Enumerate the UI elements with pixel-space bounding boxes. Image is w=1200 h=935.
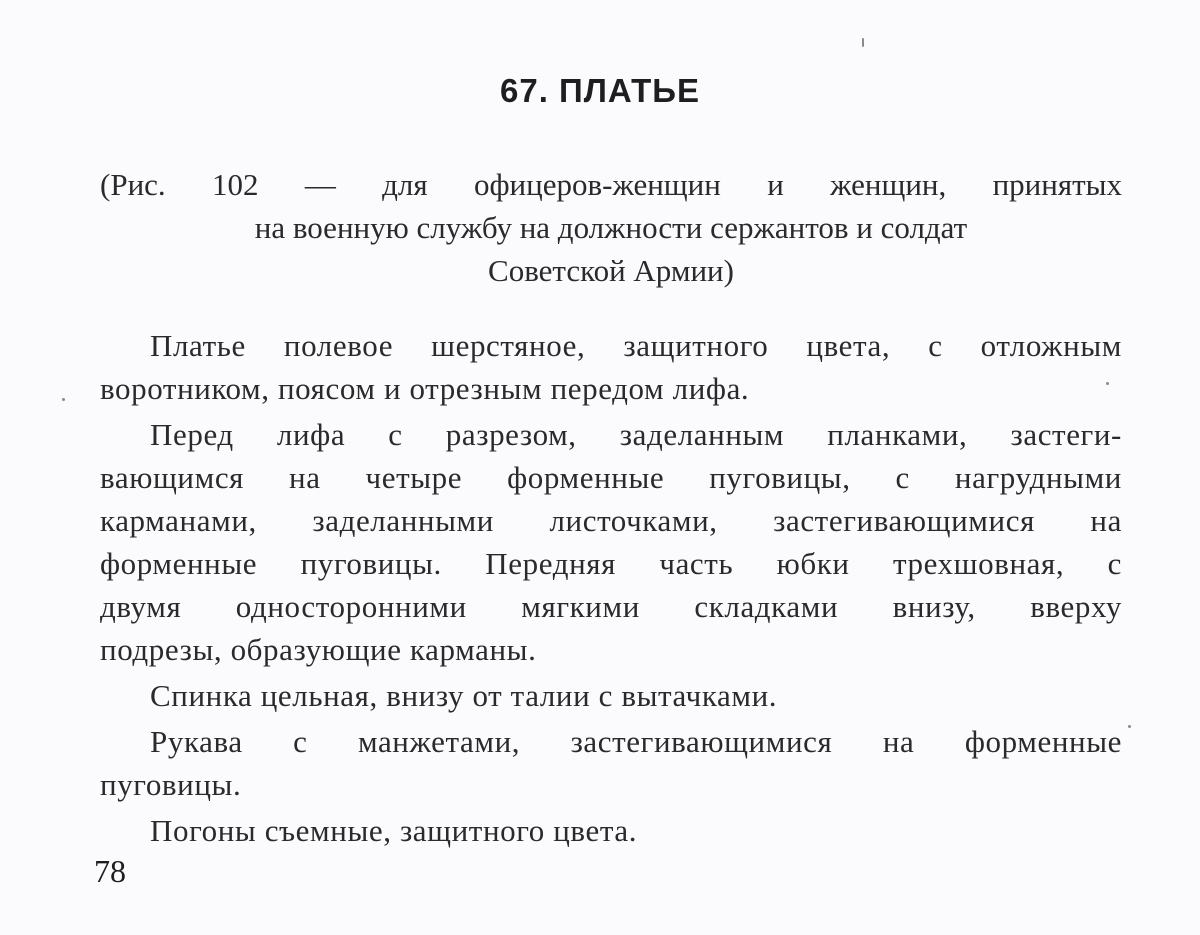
body-text (100, 324, 1122, 852)
paragraph-line: двумя односторонними мягкими складками внизу, вверху (100, 589, 1122, 624)
paragraph-line: карманами, заделанными листочками, застегивающимися на (100, 503, 1122, 538)
paragraph-line: воротником, поясом и отрезным передом лифа. (100, 371, 750, 406)
subtitle-line: Советской Армии) (488, 253, 734, 288)
scan-speck (62, 398, 65, 401)
paragraph-line: Платье полевое шерстяное, защитного цвета, с отложным (150, 328, 1122, 363)
page-number: 78 (94, 853, 126, 889)
figure-reference-note (100, 163, 1122, 292)
scan-speck (1106, 382, 1109, 385)
paragraph-line: Перед лифа с разрезом, заделанным планками, застеги- (150, 417, 1122, 452)
subtitle-line: (Рис. 102 — для офицеров-женщин и женщин, принятых (100, 167, 1122, 202)
scan-speck (862, 38, 864, 47)
paragraph-line: вающимся на четыре форменные пуговицы, с нагрудными (100, 460, 1122, 495)
paragraph-line: Погоны съемные, защитного цвета. (150, 813, 638, 848)
subtitle-line: на военную службу на должности сержантов и солдат (254, 210, 968, 245)
paragraph-line: пуговицы. (100, 767, 242, 802)
paragraph-line: Спинка цельная, внизу от талии с вытачками. (150, 678, 778, 713)
section-title: 67. ПЛАТЬЕ (500, 72, 700, 109)
scan-speck (1128, 725, 1131, 728)
paragraph-line: подрезы, образующие карманы. (100, 632, 537, 667)
paragraph-line: Рукава с манжетами, застегивающимися на форменные (150, 724, 1122, 759)
paragraph-line: форменные пуговицы. Передняя часть юбки трехшовная, с (100, 546, 1122, 581)
